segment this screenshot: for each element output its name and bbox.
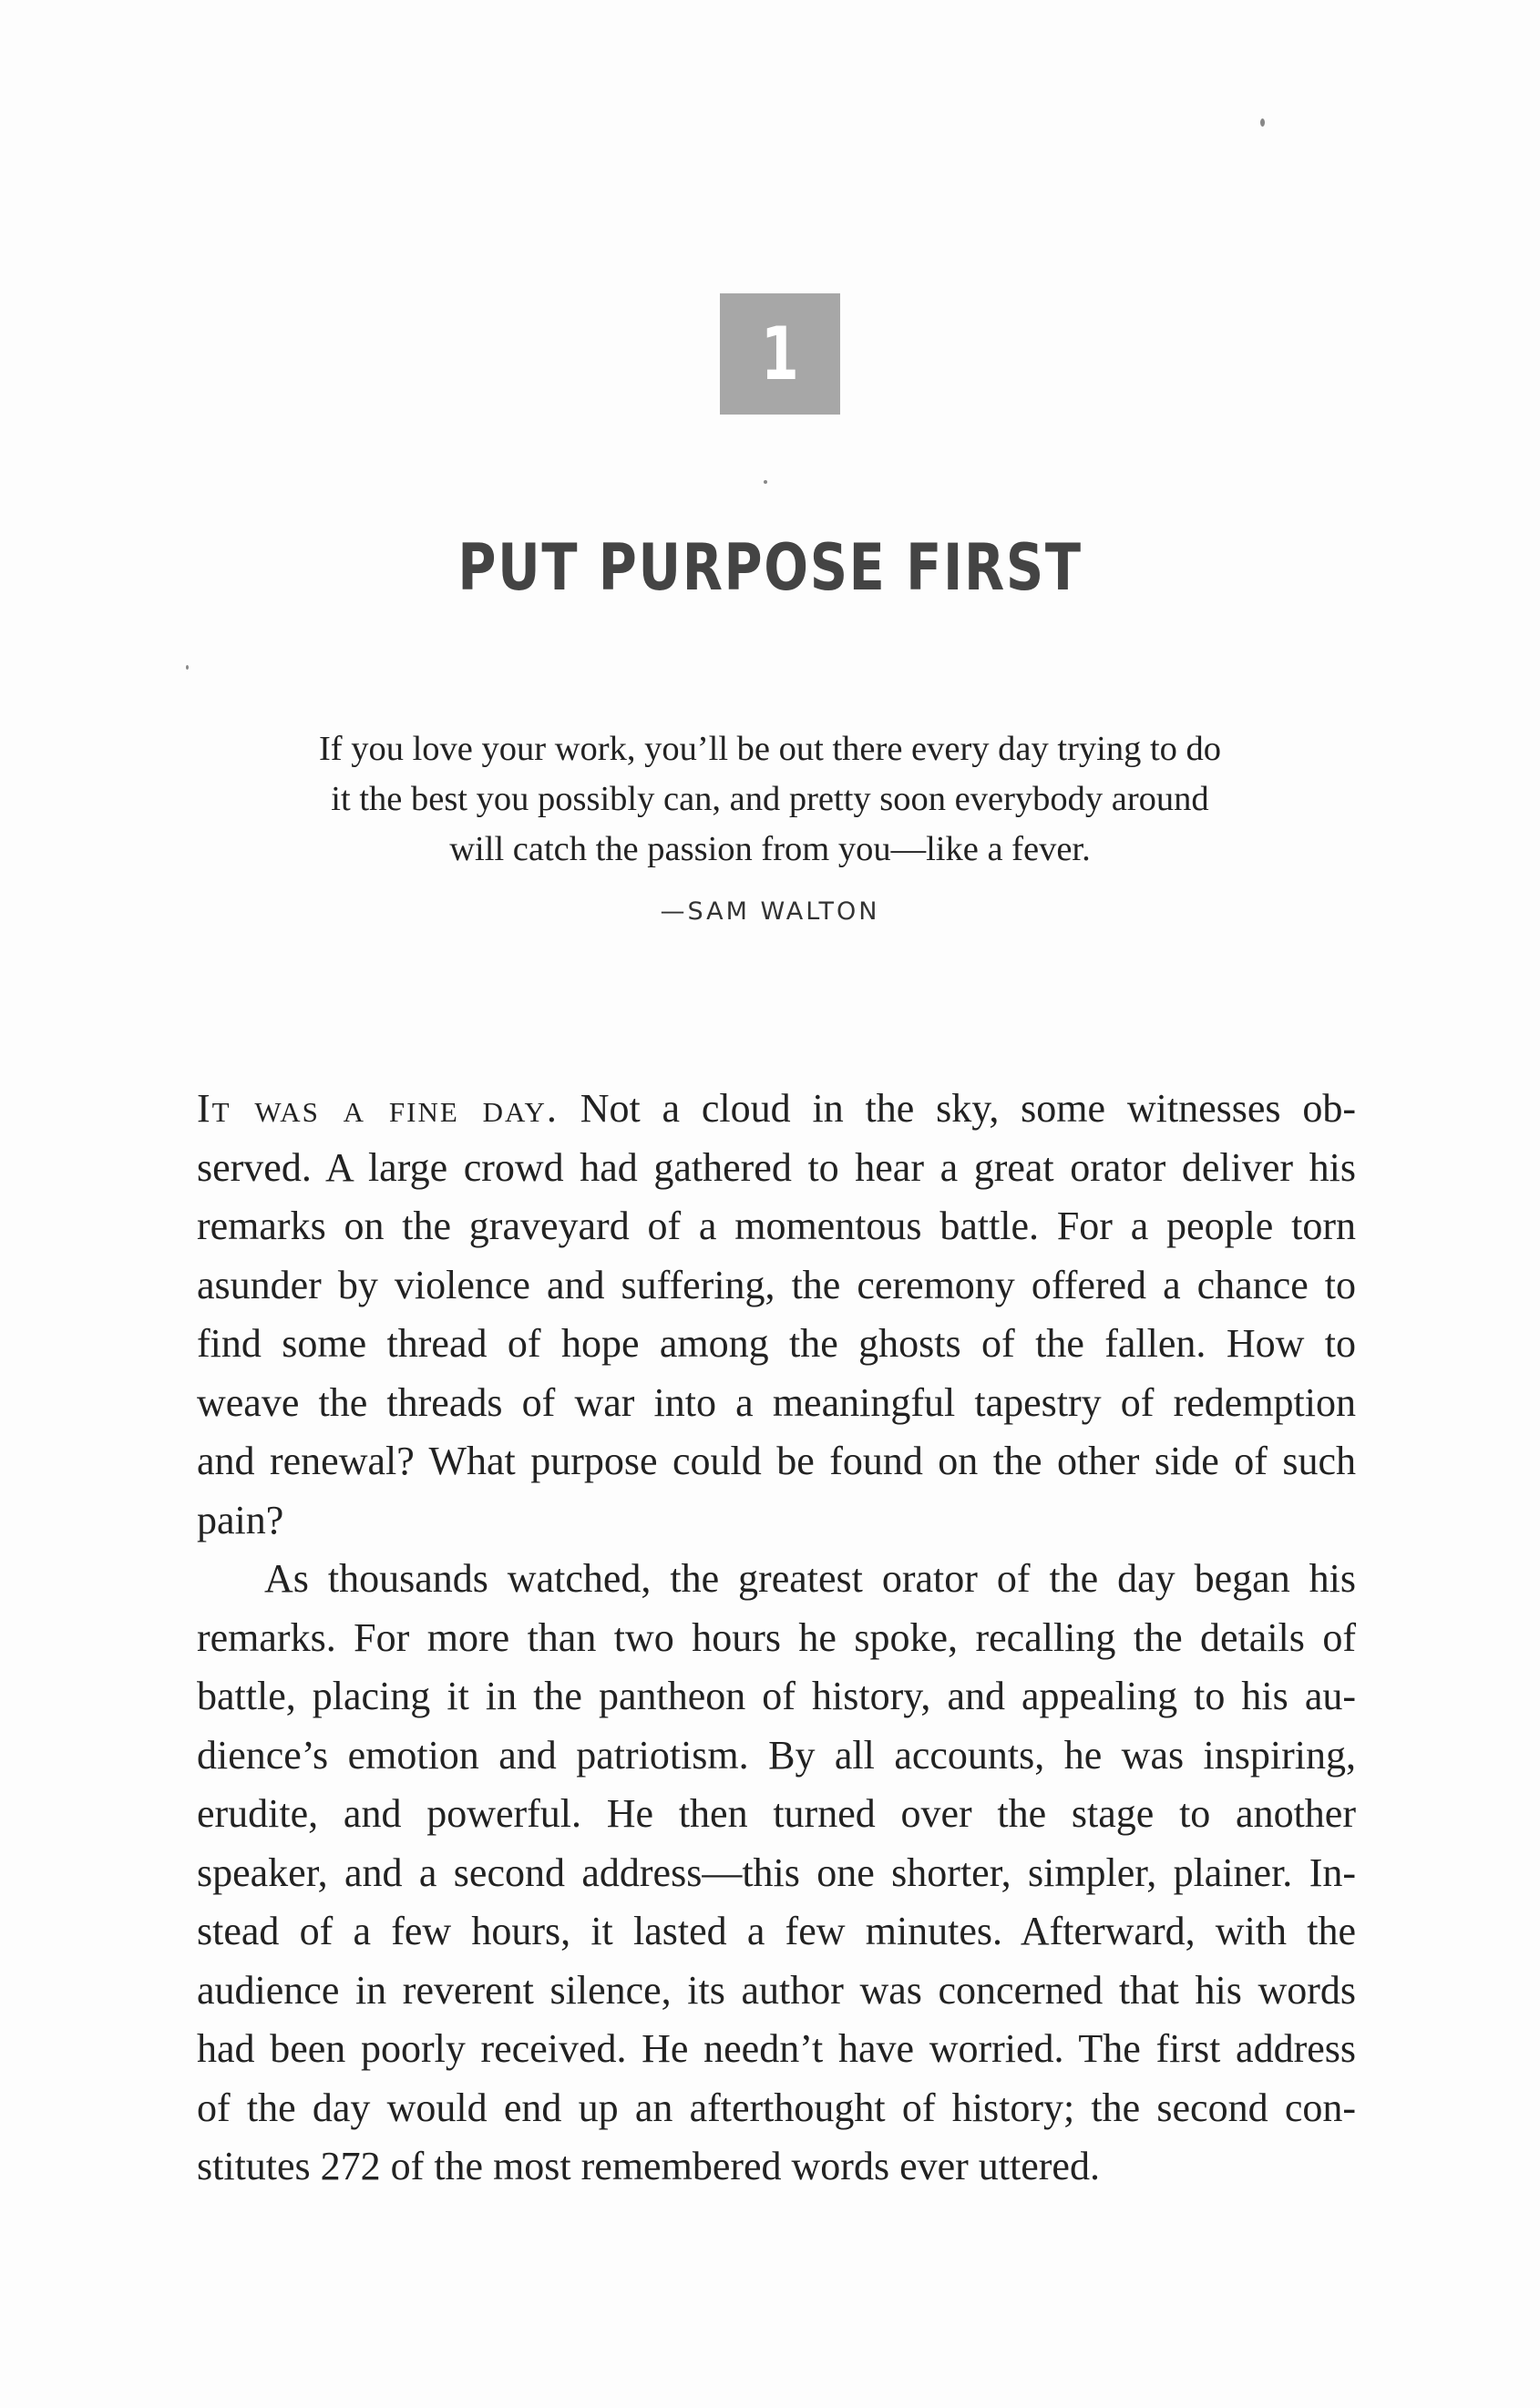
body-line: and renewal? What purpose could be found on the other side of such <box>197 1439 1356 1483</box>
body-line: pain? <box>197 1497 284 1542</box>
body-line: audience in reverent silence, its author was concerned that his words <box>197 1967 1356 2013</box>
chapter-number-badge <box>720 293 840 415</box>
scan-speck <box>1260 118 1265 127</box>
epigraph-line: If you love your work, you’ll be out there every day trying to do <box>318 730 1222 768</box>
body-line: remarks on the graveyard of a momentous battle. For a people torn <box>197 1204 1356 1248</box>
body-line-text: Not a cloud in the sky, some witnesses ob- <box>558 1086 1356 1131</box>
body-line: As thousands watched, the greatest orator of the day began his <box>264 1556 1356 1601</box>
chapter-number: 1 <box>761 311 799 396</box>
body-line: had been poorly received. He needn’t have worried. The first address <box>197 2026 1356 2071</box>
lead-in: It was a fine day. <box>197 1086 559 1131</box>
epigraph <box>228 724 1312 875</box>
body-line: battle, placing it in the pantheon of history, and appealing to his au- <box>197 1674 1356 1718</box>
epigraph-attribution: —SAM WALTON <box>660 897 880 926</box>
epigraph-line: it the best you possibly can, and pretty soon everybody around <box>331 780 1209 818</box>
epigraph-line: will catch the passion from you—like a fever. <box>449 830 1091 868</box>
scan-speck <box>186 665 189 670</box>
body-line: speaker, and a second address—this one shorter, simpler, plainer. In- <box>197 1850 1356 1895</box>
body-line: asunder by violence and suffering, the ceremony offered a chance to <box>197 1262 1356 1307</box>
body-line: erudite, and powerful. He then turned over the stage to another <box>197 1791 1356 1836</box>
body-text <box>197 1080 1356 2197</box>
body-line: find some thread of hope among the ghosts of the fallen. How to <box>197 1321 1356 1366</box>
body-line: served. A large crowd had gathered to hear a great orator deliver his <box>197 1144 1356 1190</box>
body-line: of the day would end up an afterthought of history; the second con- <box>197 2085 1356 2130</box>
body-line: remarks. For more than two hours he spoke, recalling the details of <box>197 1614 1356 1660</box>
body-line: weave the threads of war into a meaningful tapestry of redemption <box>197 1379 1356 1425</box>
body-line: stitutes 272 of the most remembered words ever uttered. <box>197 2144 1100 2188</box>
body-line: dience’s emotion and patriotism. By all accounts, he was inspiring, <box>197 1732 1356 1778</box>
body-line <box>197 1080 1356 1139</box>
body-line: stead of a few hours, it lasted a few minutes. Afterward, with the <box>197 1909 1356 1953</box>
chapter-title: PUT PURPOSE FIRST <box>457 530 1083 605</box>
scan-speck <box>764 480 767 484</box>
